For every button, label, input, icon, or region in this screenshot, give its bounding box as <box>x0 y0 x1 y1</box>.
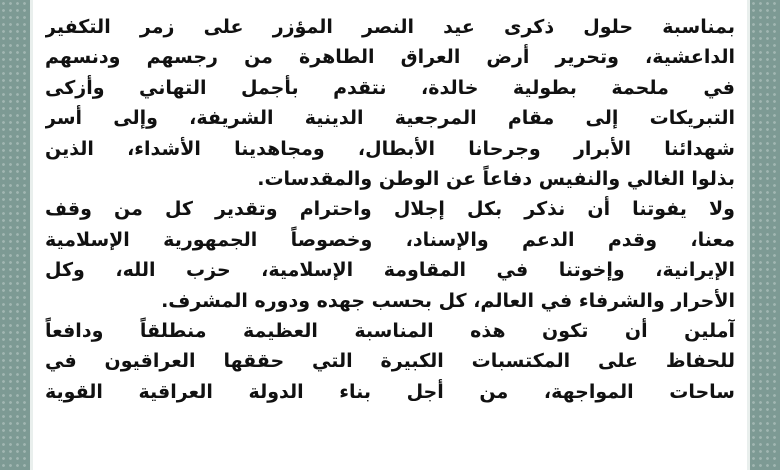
text-line: الداعشية، وتحرير أرض العراق الطاهرة من رجسهم ودنسهم <box>45 46 735 69</box>
text-line: ولا يفوتنا أن نذكر بكل إجلال واحترام وتقدير كل من وقف <box>45 198 735 221</box>
text-line: الأحرار والشرفاء في العالم، كل بحسب جهده ودوره المشرف. <box>161 289 735 312</box>
text-line: بذلوا الغالي والنفيس دفاعاً عن الوطن والمقدسات. <box>257 167 735 190</box>
paragraph-hope <box>45 316 735 407</box>
text-line: معنا، وقدم الدعم والإسناد، وخصوصاً الجمهورية الإسلامية <box>45 228 735 251</box>
text-line: شهدائنا الأبرار وجرحانا الأبطال، ومجاهدينا الأشداء، الذين <box>45 137 735 160</box>
decorative-frame-right <box>750 0 780 470</box>
paragraph-acknowledgement <box>45 194 735 316</box>
statement-text <box>45 12 735 407</box>
text-line: الإيرانية، وإخوتنا في المقاومة الإسلامية، حزب الله، وكل <box>45 259 735 282</box>
text-line: للحفاظ على المكتسبات الكبيرة التي حققها العراقيون في <box>45 350 735 373</box>
text-line: في ملحمة بطولية خالدة، نتقدم بأجمل التهاني وأزكى <box>45 76 735 99</box>
paragraph-victory-anniversary <box>45 12 735 194</box>
frame-border-right <box>747 0 750 470</box>
decorative-frame-left <box>0 0 30 470</box>
text-line: آملين أن تكون هذه المناسبة العظيمة منطلقاً ودافعاً <box>45 319 735 342</box>
text-line: ساحات المواجهة، من أجل بناء الدولة العراقية القوية <box>45 380 735 403</box>
document-page <box>33 0 747 470</box>
text-line: التبريكات إلى مقام المرجعية الدينية الشريفة، وإلى أسر <box>45 107 735 130</box>
text-line: بمناسبة حلول ذكرى عيد النصر المؤزر على زمر التكفير <box>45 16 735 38</box>
